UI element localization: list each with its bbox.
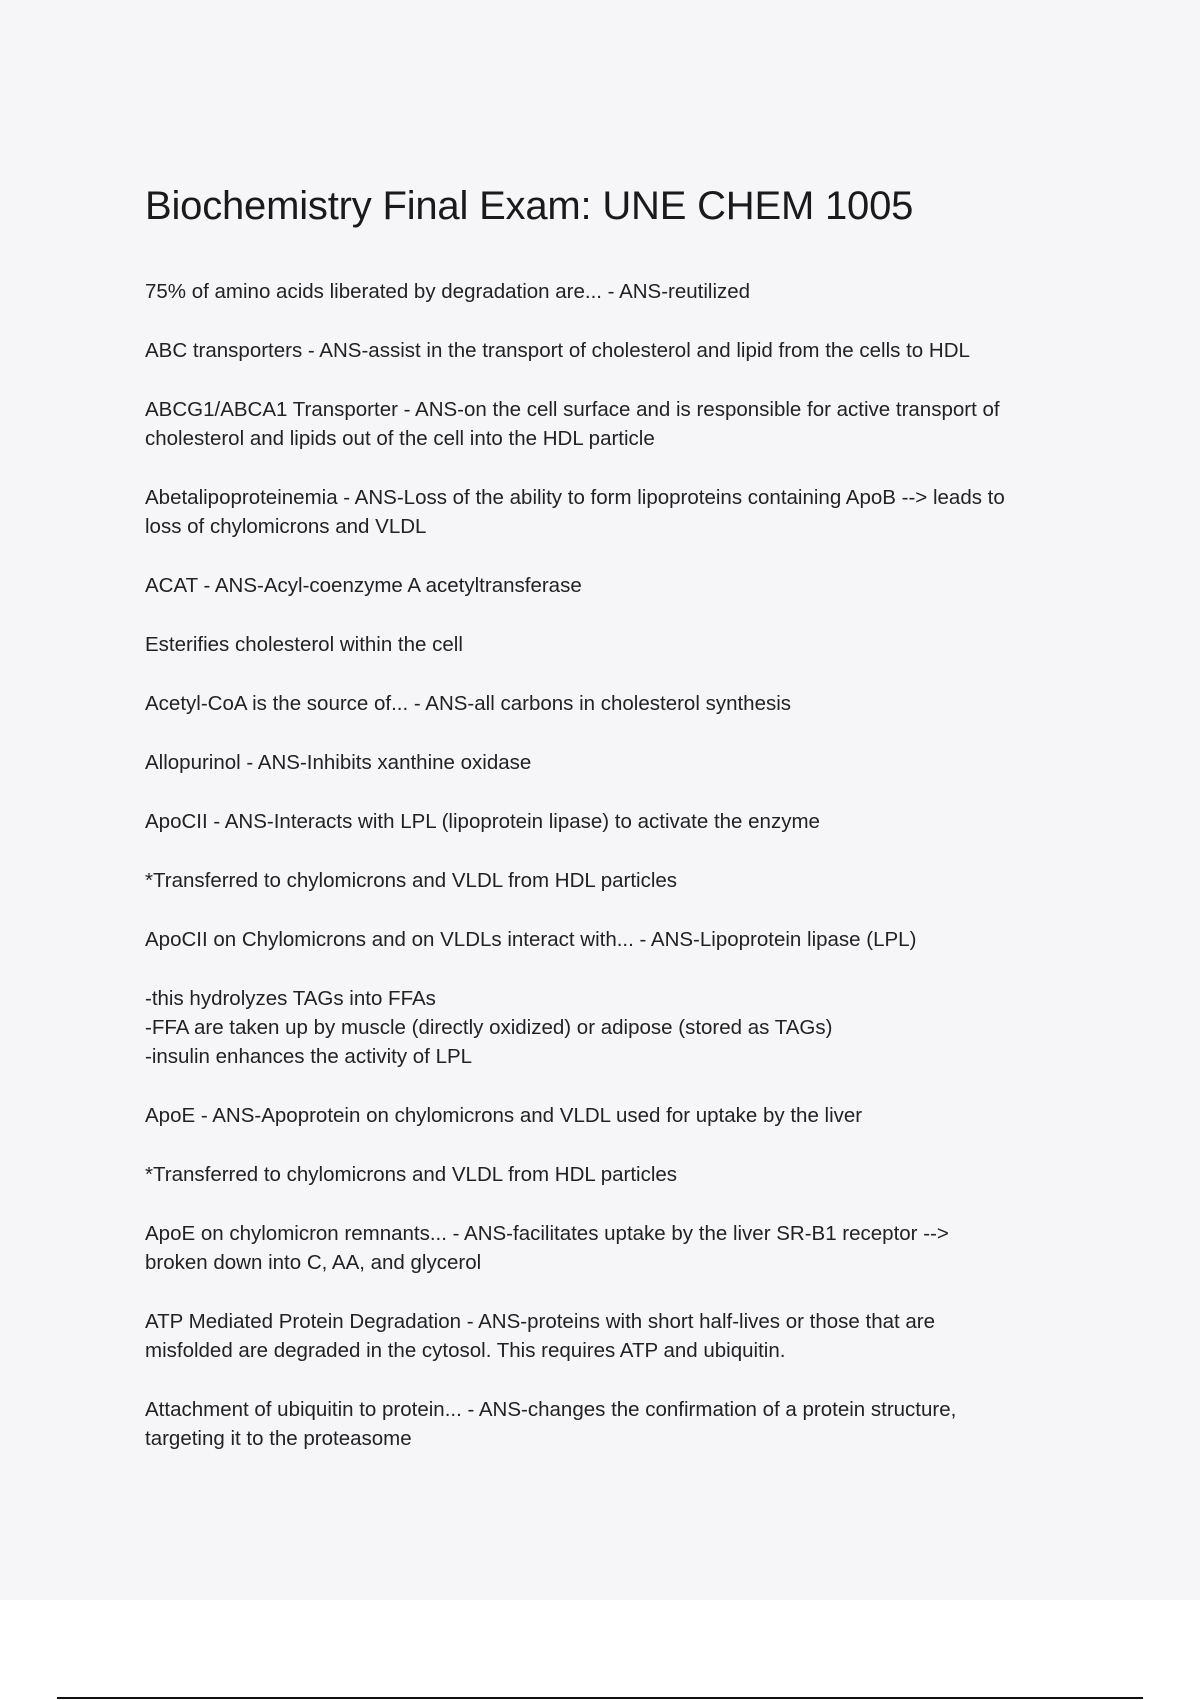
entry-line: 75% of amino acids liberated by degradation are... - ANS-reutilized bbox=[145, 280, 751, 303]
qa-list bbox=[145, 277, 1095, 1453]
qa-entry bbox=[145, 630, 1095, 659]
qa-entry bbox=[145, 1307, 1095, 1365]
entry-line: ACAT - ANS-Acyl-coenzyme A acetyltransferase bbox=[145, 574, 582, 597]
qa-entry bbox=[145, 984, 1095, 1071]
qa-entry bbox=[145, 1395, 1095, 1453]
entry-line: ABCG1/ABCA1 Transporter - ANS-on the cell surface and is responsible for active transport of bbox=[145, 398, 1000, 421]
entry-line: ApoCII - ANS-Interacts with LPL (lipoprotein lipase) to activate the enzyme bbox=[145, 810, 820, 833]
qa-entry bbox=[145, 748, 1095, 777]
entry-line: *Transferred to chylomicrons and VLDL from HDL particles bbox=[145, 869, 678, 892]
qa-entry bbox=[145, 395, 1095, 453]
entry-line: -FFA are taken up by muscle (directly oxidized) or adipose (stored as TAGs) bbox=[145, 1016, 833, 1039]
qa-entry bbox=[145, 1160, 1095, 1189]
qa-entry bbox=[145, 689, 1095, 718]
entry-line: cholesterol and lipids out of the cell into the HDL particle bbox=[145, 427, 655, 450]
entry-line: loss of chylomicrons and VLDL bbox=[145, 515, 427, 538]
entry-line: targeting it to the proteasome bbox=[145, 1427, 412, 1450]
entry-line: ApoE on chylomicron remnants... - ANS-facilitates uptake by the liver SR-B1 receptor --> bbox=[145, 1222, 949, 1245]
entry-line: Esterifies cholesterol within the cell bbox=[145, 633, 463, 656]
footer-divider bbox=[57, 1697, 1143, 1699]
entry-line: ATP Mediated Protein Degradation - ANS-proteins with short half-lives or those that are bbox=[145, 1310, 936, 1333]
entry-line: Abetalipoproteinemia - ANS-Loss of the ability to form lipoproteins containing ApoB --> leads to bbox=[145, 486, 1005, 509]
entry-line: ApoCII on Chylomicrons and on VLDLs interact with... - ANS-Lipoprotein lipase (LPL) bbox=[145, 928, 917, 951]
qa-entry bbox=[145, 571, 1095, 600]
qa-entry bbox=[145, 277, 1095, 306]
qa-entry bbox=[145, 1219, 1095, 1277]
entry-line: -this hydrolyzes TAGs into FFAs bbox=[145, 987, 436, 1010]
qa-entry bbox=[145, 483, 1095, 541]
qa-entry bbox=[145, 1101, 1095, 1130]
entry-line: broken down into C, AA, and glycerol bbox=[145, 1251, 482, 1274]
qa-entry bbox=[145, 807, 1095, 836]
entry-line: -insulin enhances the activity of LPL bbox=[145, 1045, 473, 1068]
entry-line: Acetyl-CoA is the source of... - ANS-all carbons in cholesterol synthesis bbox=[145, 692, 792, 715]
qa-entry bbox=[145, 336, 1095, 365]
entry-line: ApoE - ANS-Apoprotein on chylomicrons and VLDL used for uptake by the liver bbox=[145, 1104, 863, 1127]
entry-line: Attachment of ubiquitin to protein... - ANS-changes the confirmation of a protein structure, bbox=[145, 1398, 957, 1421]
entry-line: Allopurinol - ANS-Inhibits xanthine oxidase bbox=[145, 751, 532, 774]
qa-entry bbox=[145, 925, 1095, 954]
entry-line: misfolded are degraded in the cytosol. This requires ATP and ubiquitin. bbox=[145, 1339, 786, 1362]
entry-line: ABC transporters - ANS-assist in the transport of cholesterol and lipid from the cells to HDL bbox=[145, 339, 970, 362]
entry-line: *Transferred to chylomicrons and VLDL from HDL particles bbox=[145, 1163, 678, 1186]
qa-entry bbox=[145, 866, 1095, 895]
document-title: Biochemistry Final Exam: UNE CHEM 1005 bbox=[145, 184, 914, 228]
